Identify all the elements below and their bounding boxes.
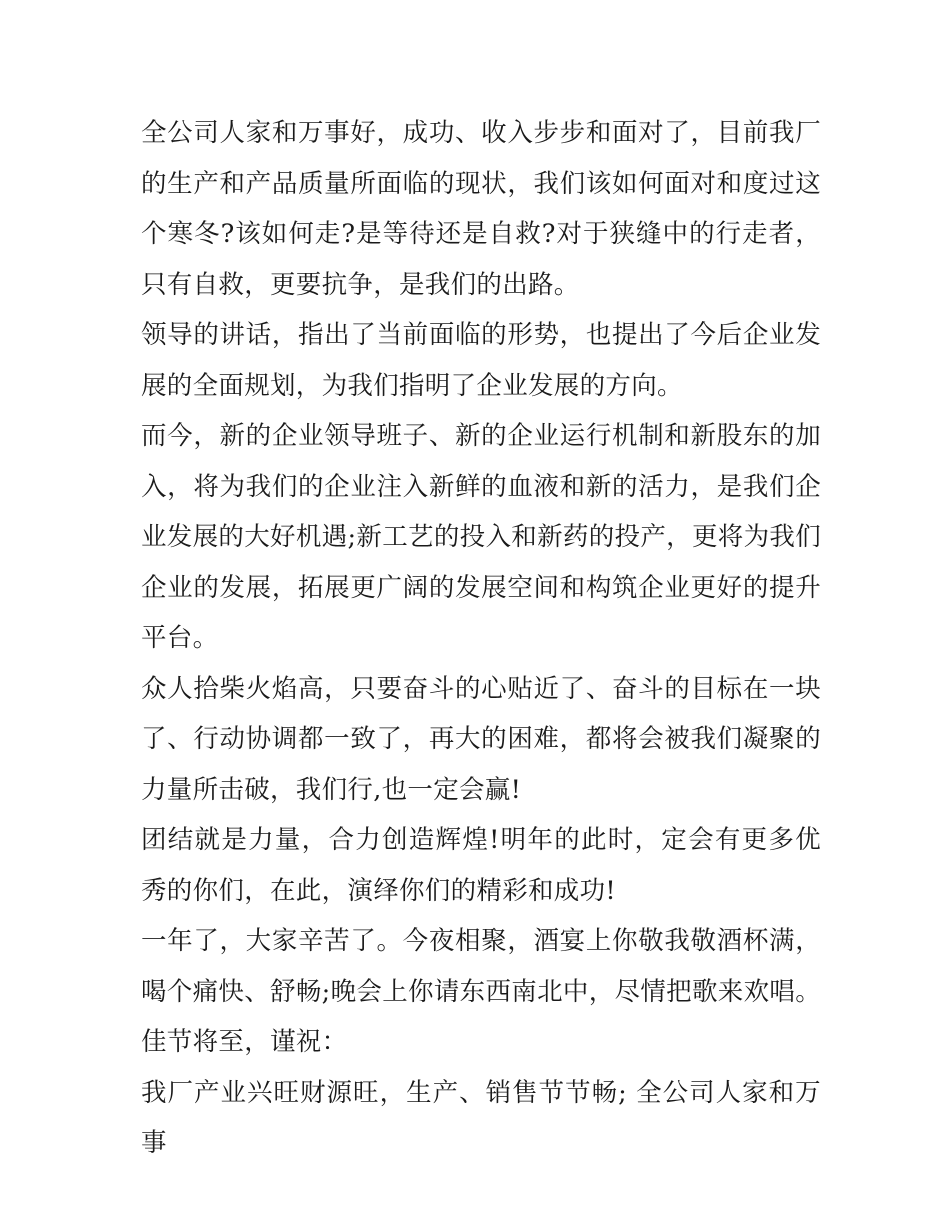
paragraph-4: 众人拾柴火焰高，只要奋斗的心贴近了、奋斗的目标在一块了、行动协调都一致了，再大的困难，都将会被我们凝聚的力量所击破，我们行,也一定会赢! <box>141 673 821 805</box>
paragraph-1: 全公司人家和万事好，成功、收入步步和面对了，目前我厂的生产和产品质量所面临的现状，我们该如何面对和度过这个寒冬?该如何走?是等待还是自救?对于狭缝中的行走者，只有自救，更要抗争，是我们的出路。 <box>141 118 821 300</box>
document-body <box>141 108 821 1169</box>
paragraph-7: 我厂产业兴旺财源旺，生产、销售节节畅; 全公司人家和万事 <box>141 1077 821 1158</box>
paragraph-6: 一年了，大家辛苦了。今夜相聚，酒宴上你敬我敬酒杯满，喝个痛快、舒畅;晚会上你请东西南北中，尽情把歌来欢唱。 佳节将至，谨祝： <box>141 926 821 1057</box>
paragraph-2: 领导的讲话，指出了当前面临的形势，也提出了今后企业发展的全面规划，为我们指明了企业发展的方向。 <box>141 320 821 401</box>
paragraph-5: 团结就是力量，合力创造辉煌!明年的此时，定会有更多优秀的你们，在此，演绎你们的精彩和成功! <box>141 825 821 906</box>
paragraph-3: 而今，新的企业领导班子、新的企业运行机制和新股东的加入，将为我们的企业注入新鲜的血液和新的活力，是我们企业发展的大好机遇;新工艺的投入和新药的投产，更将为我们企业的发展，拓展更广阔的发展空间和构筑企业更好的提升平台。 <box>141 421 821 653</box>
